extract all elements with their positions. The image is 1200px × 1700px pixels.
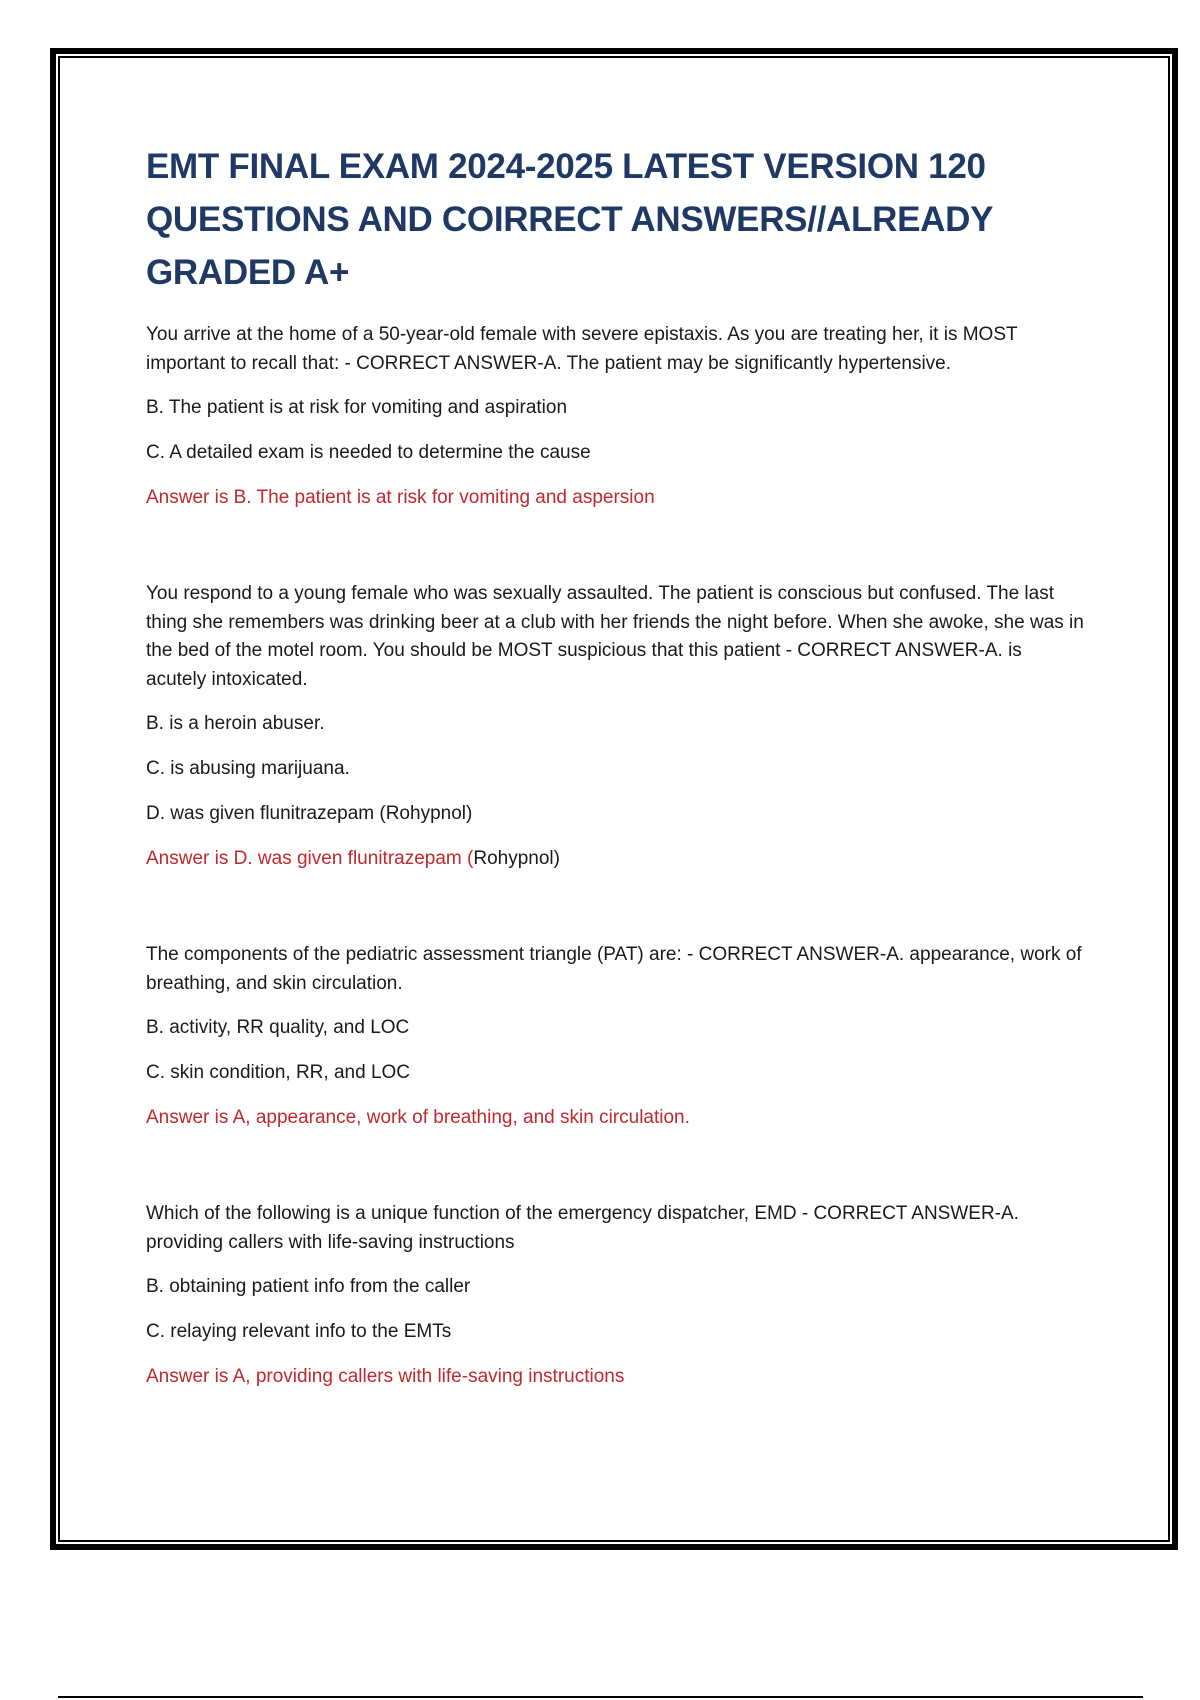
document-title: EMT FINAL EXAM 2024-2025 LATEST VERSION 120 QUESTIONS AND COIRRECT ANSWERS//ALREADY GRADED A+: [146, 147, 993, 292]
question-3: [146, 941, 1086, 1132]
option-c: C. relaying relevant info to the EMTs: [146, 1321, 452, 1342]
document-content: [146, 140, 1086, 1459]
option-b: B. activity, RR quality, and LOC: [146, 1017, 410, 1038]
question-stem: The components of the pediatric assessment triangle (PAT) are: - CORRECT ANSWER-A. appearance, work of breathing, and skin circulation.: [146, 944, 1082, 994]
answer-text: Answer is A, appearance, work of breathing, and skin circulation.: [146, 1107, 690, 1128]
option-d: D. was given flunitrazepam (Rohypnol): [146, 803, 473, 824]
answer-line: [146, 845, 1086, 873]
question-stem: Which of the following is a unique function of the emergency dispatcher, EMD - CORRECT ANSWER-A. providing callers with life-saving instructions: [146, 1203, 1019, 1253]
question-stem: You arrive at the home of a 50-year-old female with severe epistaxis. As you are treating her, it is MOST important to recall that: - CORRECT ANSWER-A. The patient may be significantly hypertensive.: [146, 324, 1018, 374]
question-1: [146, 321, 1086, 512]
question-stem: You respond to a young female who was sexually assaulted. The patient is conscious but confused. The last thing she remembers was drinking beer at a club with her friends the night before. When she awoke, she was in the bed of the motel room. You should be MOST suspicious that this patient - CORRECT ANSWER-A. is acutely intoxicated.: [146, 583, 1084, 690]
answer-line: [146, 484, 1086, 512]
answer-text-tail: Rohypnol): [473, 848, 560, 869]
option-c: C. skin condition, RR, and LOC: [146, 1062, 411, 1083]
question-2: [146, 580, 1086, 873]
answer-line: [146, 1104, 1086, 1132]
answer-text: Answer is D. was given flunitrazepam (: [146, 848, 474, 869]
option-b: B. obtaining patient info from the caller: [146, 1276, 471, 1297]
option-c: C. A detailed exam is needed to determine the cause: [146, 442, 591, 463]
option-b: B. is a heroin abuser.: [146, 713, 325, 734]
footer-rule: [58, 1696, 1143, 1698]
option-c: C. is abusing marijuana.: [146, 758, 350, 779]
option-b: B. The patient is at risk for vomiting and aspiration: [146, 397, 568, 418]
answer-line: [146, 1363, 1086, 1391]
answer-text: Answer is B. The patient is at risk for vomiting and aspersion: [146, 487, 655, 508]
question-4: [146, 1200, 1086, 1391]
answer-text: Answer is A, providing callers with life-saving instructions: [146, 1366, 625, 1387]
